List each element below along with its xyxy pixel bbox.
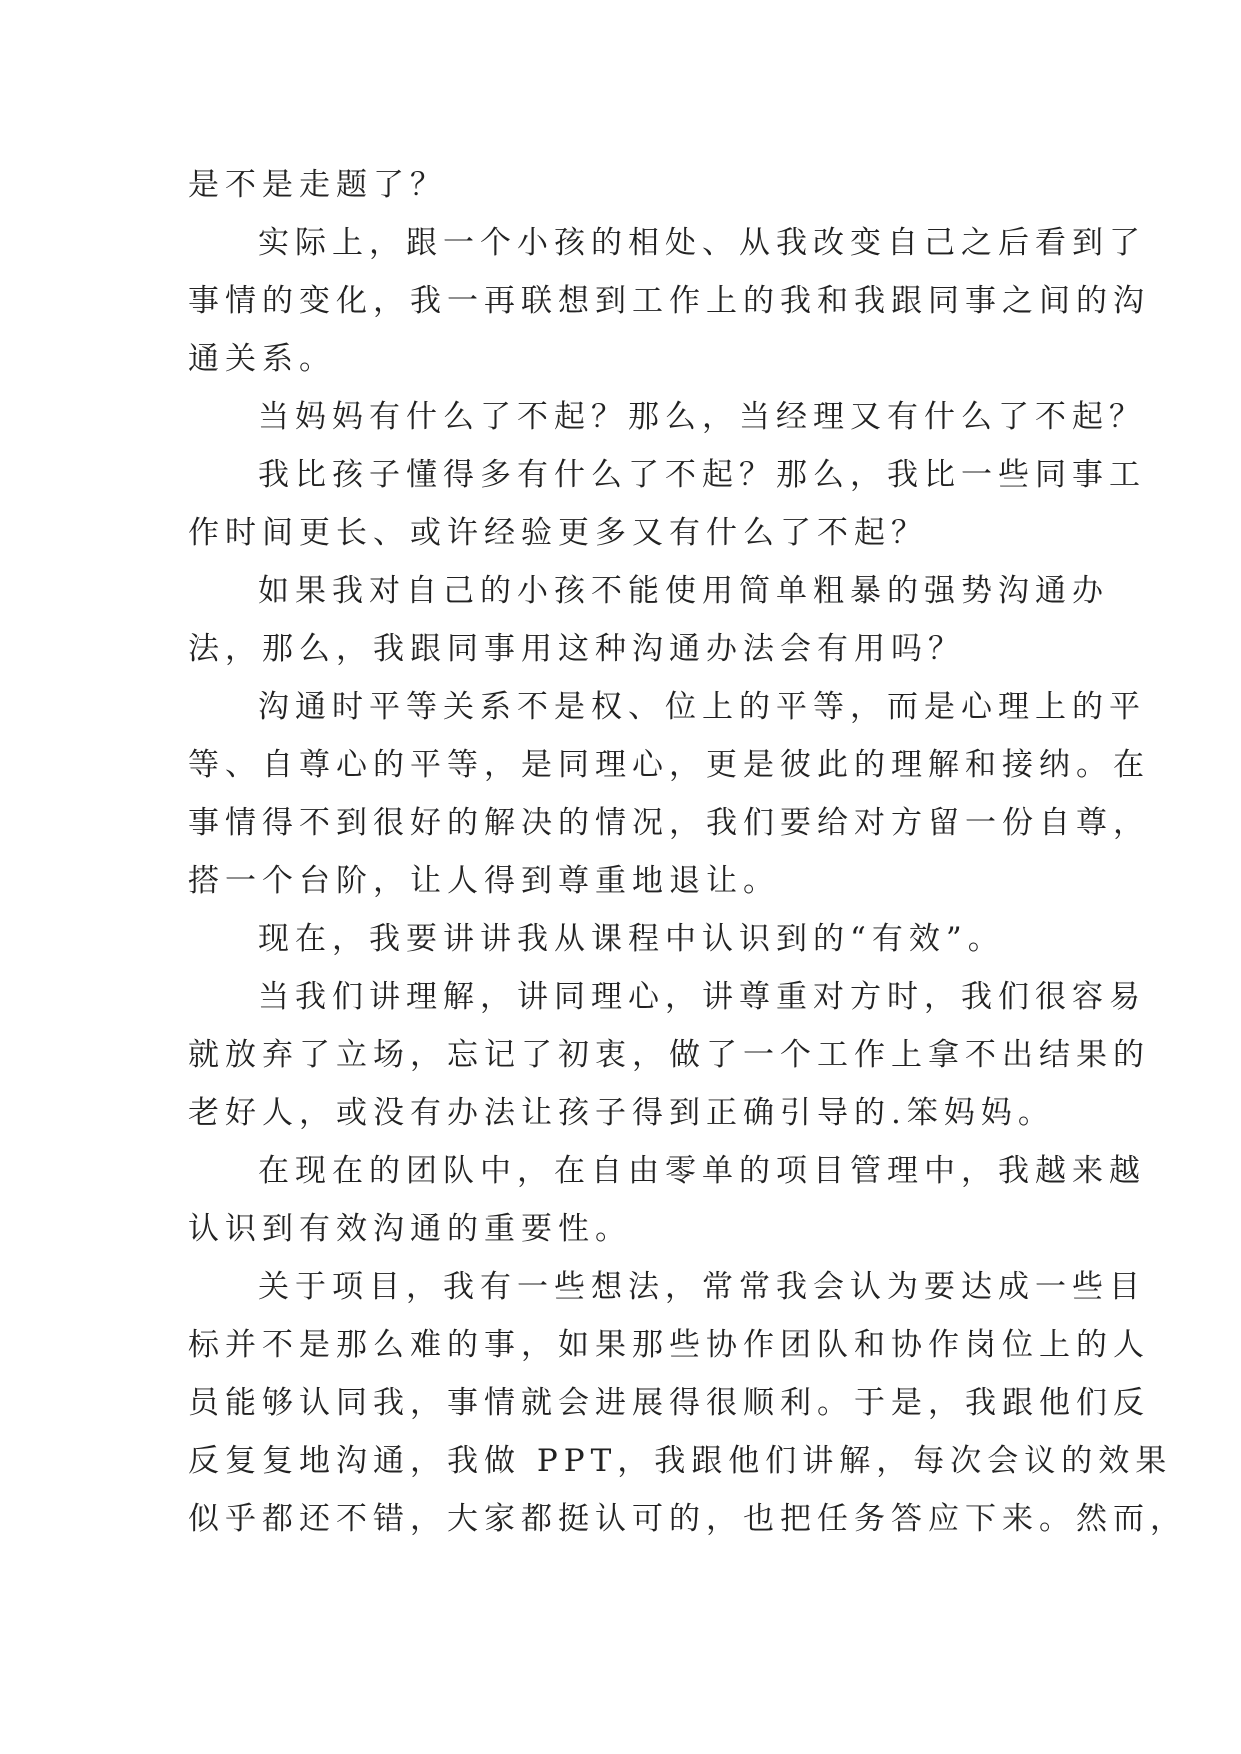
paragraph-start-line: 沟通时平等关系不是权、位上的平等，而是心理上的平 [258, 689, 1146, 725]
paragraph-start-line: 当我们讲理解，讲同理心，讲尊重对方时，我们很容易 [258, 979, 1146, 1015]
paragraph-start-line: 在现在的团队中，在自由零单的项目管理中，我越来越 [258, 1153, 1146, 1189]
text-line: 通关系。 [188, 341, 336, 377]
text-line: 等、自尊心的平等，是同理心，更是彼此的理解和接纳。在 [188, 747, 1150, 783]
text-line: 事情得不到很好的解决的情况，我们要给对方留一份自尊， [188, 805, 1150, 841]
text-line: 标并不是那么难的事，如果那些协作团队和协作岗位上的人 [188, 1327, 1150, 1363]
paragraph-start-line: 如果我对自己的小孩不能使用简单粗暴的强势沟通办 [258, 573, 1109, 609]
text-line: 似乎都还不错，大家都挺认可的，也把任务答应下来。然而， [188, 1501, 1187, 1537]
text-line: 员能够认同我，事情就会进展得很顺利。于是，我跟他们反 [188, 1385, 1150, 1421]
text-line: 搭一个台阶，让人得到尊重地退让。 [188, 863, 780, 899]
text-line: 事情的变化，我一再联想到工作上的我和我跟同事之间的沟 [188, 283, 1150, 319]
paragraph-start-line: 现在，我要讲讲我从课程中认识到的“有效”。 [258, 921, 1005, 957]
text-line: 作时间更长、或许经验更多又有什么了不起？ [188, 515, 928, 551]
text-line: 认识到有效沟通的重要性。 [188, 1211, 632, 1247]
paragraph-start-line: 关于项目，我有一些想法，常常我会认为要达成一些目 [258, 1269, 1146, 1305]
text-line: 老好人，或没有办法让孩子得到正确引导的.笨妈妈。 [188, 1095, 1055, 1131]
paragraph-start-line: 当妈妈有什么了不起？那么，当经理又有什么了不起？ [258, 399, 1146, 435]
paragraph-start-line: 实际上，跟一个小孩的相处、从我改变自己之后看到了 [258, 225, 1146, 261]
text-line: 就放弃了立场，忘记了初衷，做了一个工作上拿不出结果的 [188, 1037, 1150, 1073]
text-line: 是不是走题了？ [188, 167, 447, 203]
text-line: 反复复地沟通，我做 PPT，我跟他们讲解，每次会议的效果 [188, 1443, 1173, 1479]
text-line: 法，那么，我跟同事用这种沟通办法会有用吗？ [188, 631, 965, 667]
body-text [188, 156, 1187, 1548]
paragraph-start-line: 我比孩子懂得多有什么了不起？那么，我比一些同事工 [258, 457, 1146, 493]
